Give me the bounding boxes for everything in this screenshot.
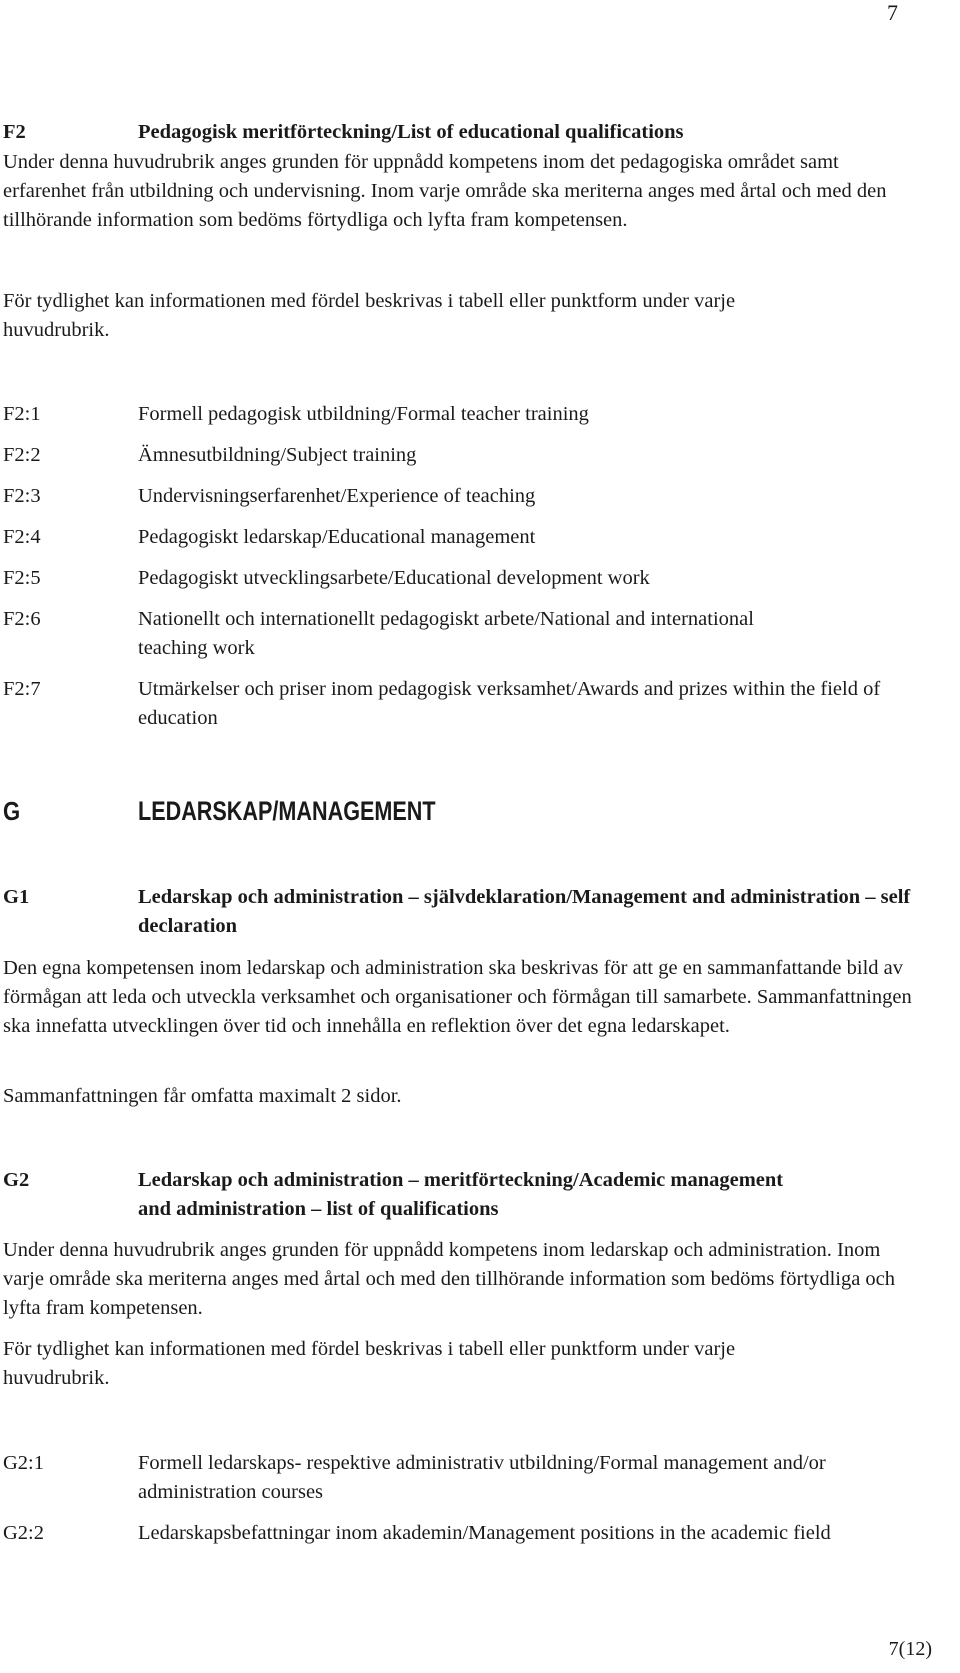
item-label: Formell ledarskaps- respektive administrativ utbildning/Formal management and/or administration courses — [138, 1452, 826, 1503]
item-code: F2:4 — [3, 526, 41, 548]
list-item — [3, 1519, 840, 1548]
section-code: G — [3, 796, 21, 826]
g2-subsection-list — [3, 1449, 840, 1548]
list-item — [3, 441, 920, 470]
section-title: Pedagogisk meritförteckning/List of educational qualifications — [138, 121, 684, 143]
list-item — [3, 564, 920, 593]
item-label: Utmärkelser och priser inom pedagogisk verksamhet/Awards and prizes within the field of education — [138, 678, 881, 729]
item-code: F2:7 — [3, 678, 41, 700]
list-item — [3, 675, 920, 733]
item-label: Ledarskapsbefattningar inom akademin/Management positions in the academic field — [138, 1522, 831, 1544]
section-code: G1 — [3, 886, 30, 908]
section-f2-heading — [3, 118, 920, 147]
section-title: Ledarskap och administration – meritförteckning/Academic management and administration – list of qualifications — [138, 1169, 784, 1220]
list-item — [3, 1449, 840, 1507]
item-label: Formell pedagogisk utbildning/Formal teacher training — [138, 403, 589, 425]
g2-format-paragraph: För tydlighet kan informationen med fördel beskrivas i tabell eller punktform under varje huvudrubrik. — [3, 1338, 736, 1389]
item-label: Pedagogiskt ledarskap/Educational management — [138, 526, 536, 548]
f2-subsection-list — [3, 400, 920, 733]
item-label: Undervisningserfarenhet/Experience of teaching — [138, 485, 536, 507]
item-label: Nationellt och internationellt pedagogiskt arbete/National and international teaching work — [138, 608, 754, 659]
g1-length-paragraph: Sammanfattningen får omfatta maximalt 2 sidor. — [3, 1085, 402, 1107]
item-code: F2:2 — [3, 444, 41, 466]
page-number-bottom: 7(12) — [888, 1638, 932, 1660]
item-label: Pedagogiskt utvecklingsarbete/Educational development work — [138, 567, 650, 589]
section-code: G2 — [3, 1169, 30, 1191]
item-code: G2:2 — [3, 1522, 44, 1544]
section-g-heading — [3, 795, 510, 827]
section-code: F2 — [3, 121, 26, 143]
item-code: F2:3 — [3, 485, 41, 507]
item-code: G2:1 — [3, 1452, 44, 1474]
section-title: LEDARSKAP/MANAGEMENT — [138, 796, 436, 826]
item-code: F2:6 — [3, 608, 41, 630]
g2-intro-paragraph: Under denna huvudrubrik anges grunden för uppnådd kompetens inom ledarskap och administration. Inom varje område ska meriterna anges med årtal och med den tillhörande information som bedöms förtydliga och lyfta fram kompetensen. — [3, 1239, 896, 1319]
section-title: Ledarskap och administration – självdeklaration/Management and administration – self declaration — [138, 886, 911, 937]
item-code: F2:1 — [3, 403, 41, 425]
section-g2-heading — [3, 1166, 810, 1224]
list-item — [3, 523, 920, 552]
section-g1-heading — [3, 883, 920, 941]
item-code: F2:5 — [3, 567, 41, 589]
item-label: Ämnesutbildning/Subject training — [138, 444, 417, 466]
f2-format-paragraph: För tydlighet kan informationen med fördel beskrivas i tabell eller punktform under varje huvudrubrik. — [3, 290, 736, 341]
g1-description-paragraph: Den egna kompetensen inom ledarskap och administration ska beskrivas för att ge en sammanfattande bild av förmågan att leda och utveckla verksamhet och organisationer och förmågan till samarbete. Sammanfattningen ska innefatta utvecklingen över tid och innehålla en reflektion över det egna ledarskapet. — [3, 957, 912, 1037]
f2-intro-paragraph: Under denna huvudrubrik anges grunden för uppnådd kompetens inom det pedagogiska området samt erfarenhet från utbildning och undervisning. Inom varje område ska meriterna anges med årtal och med den tillhörande information som bedöms förtydliga och lyfta fram kompetensen. — [3, 151, 887, 231]
list-item — [3, 400, 920, 429]
list-item — [3, 605, 920, 663]
list-item — [3, 482, 920, 511]
page-number-top: 7 — [887, 0, 898, 25]
